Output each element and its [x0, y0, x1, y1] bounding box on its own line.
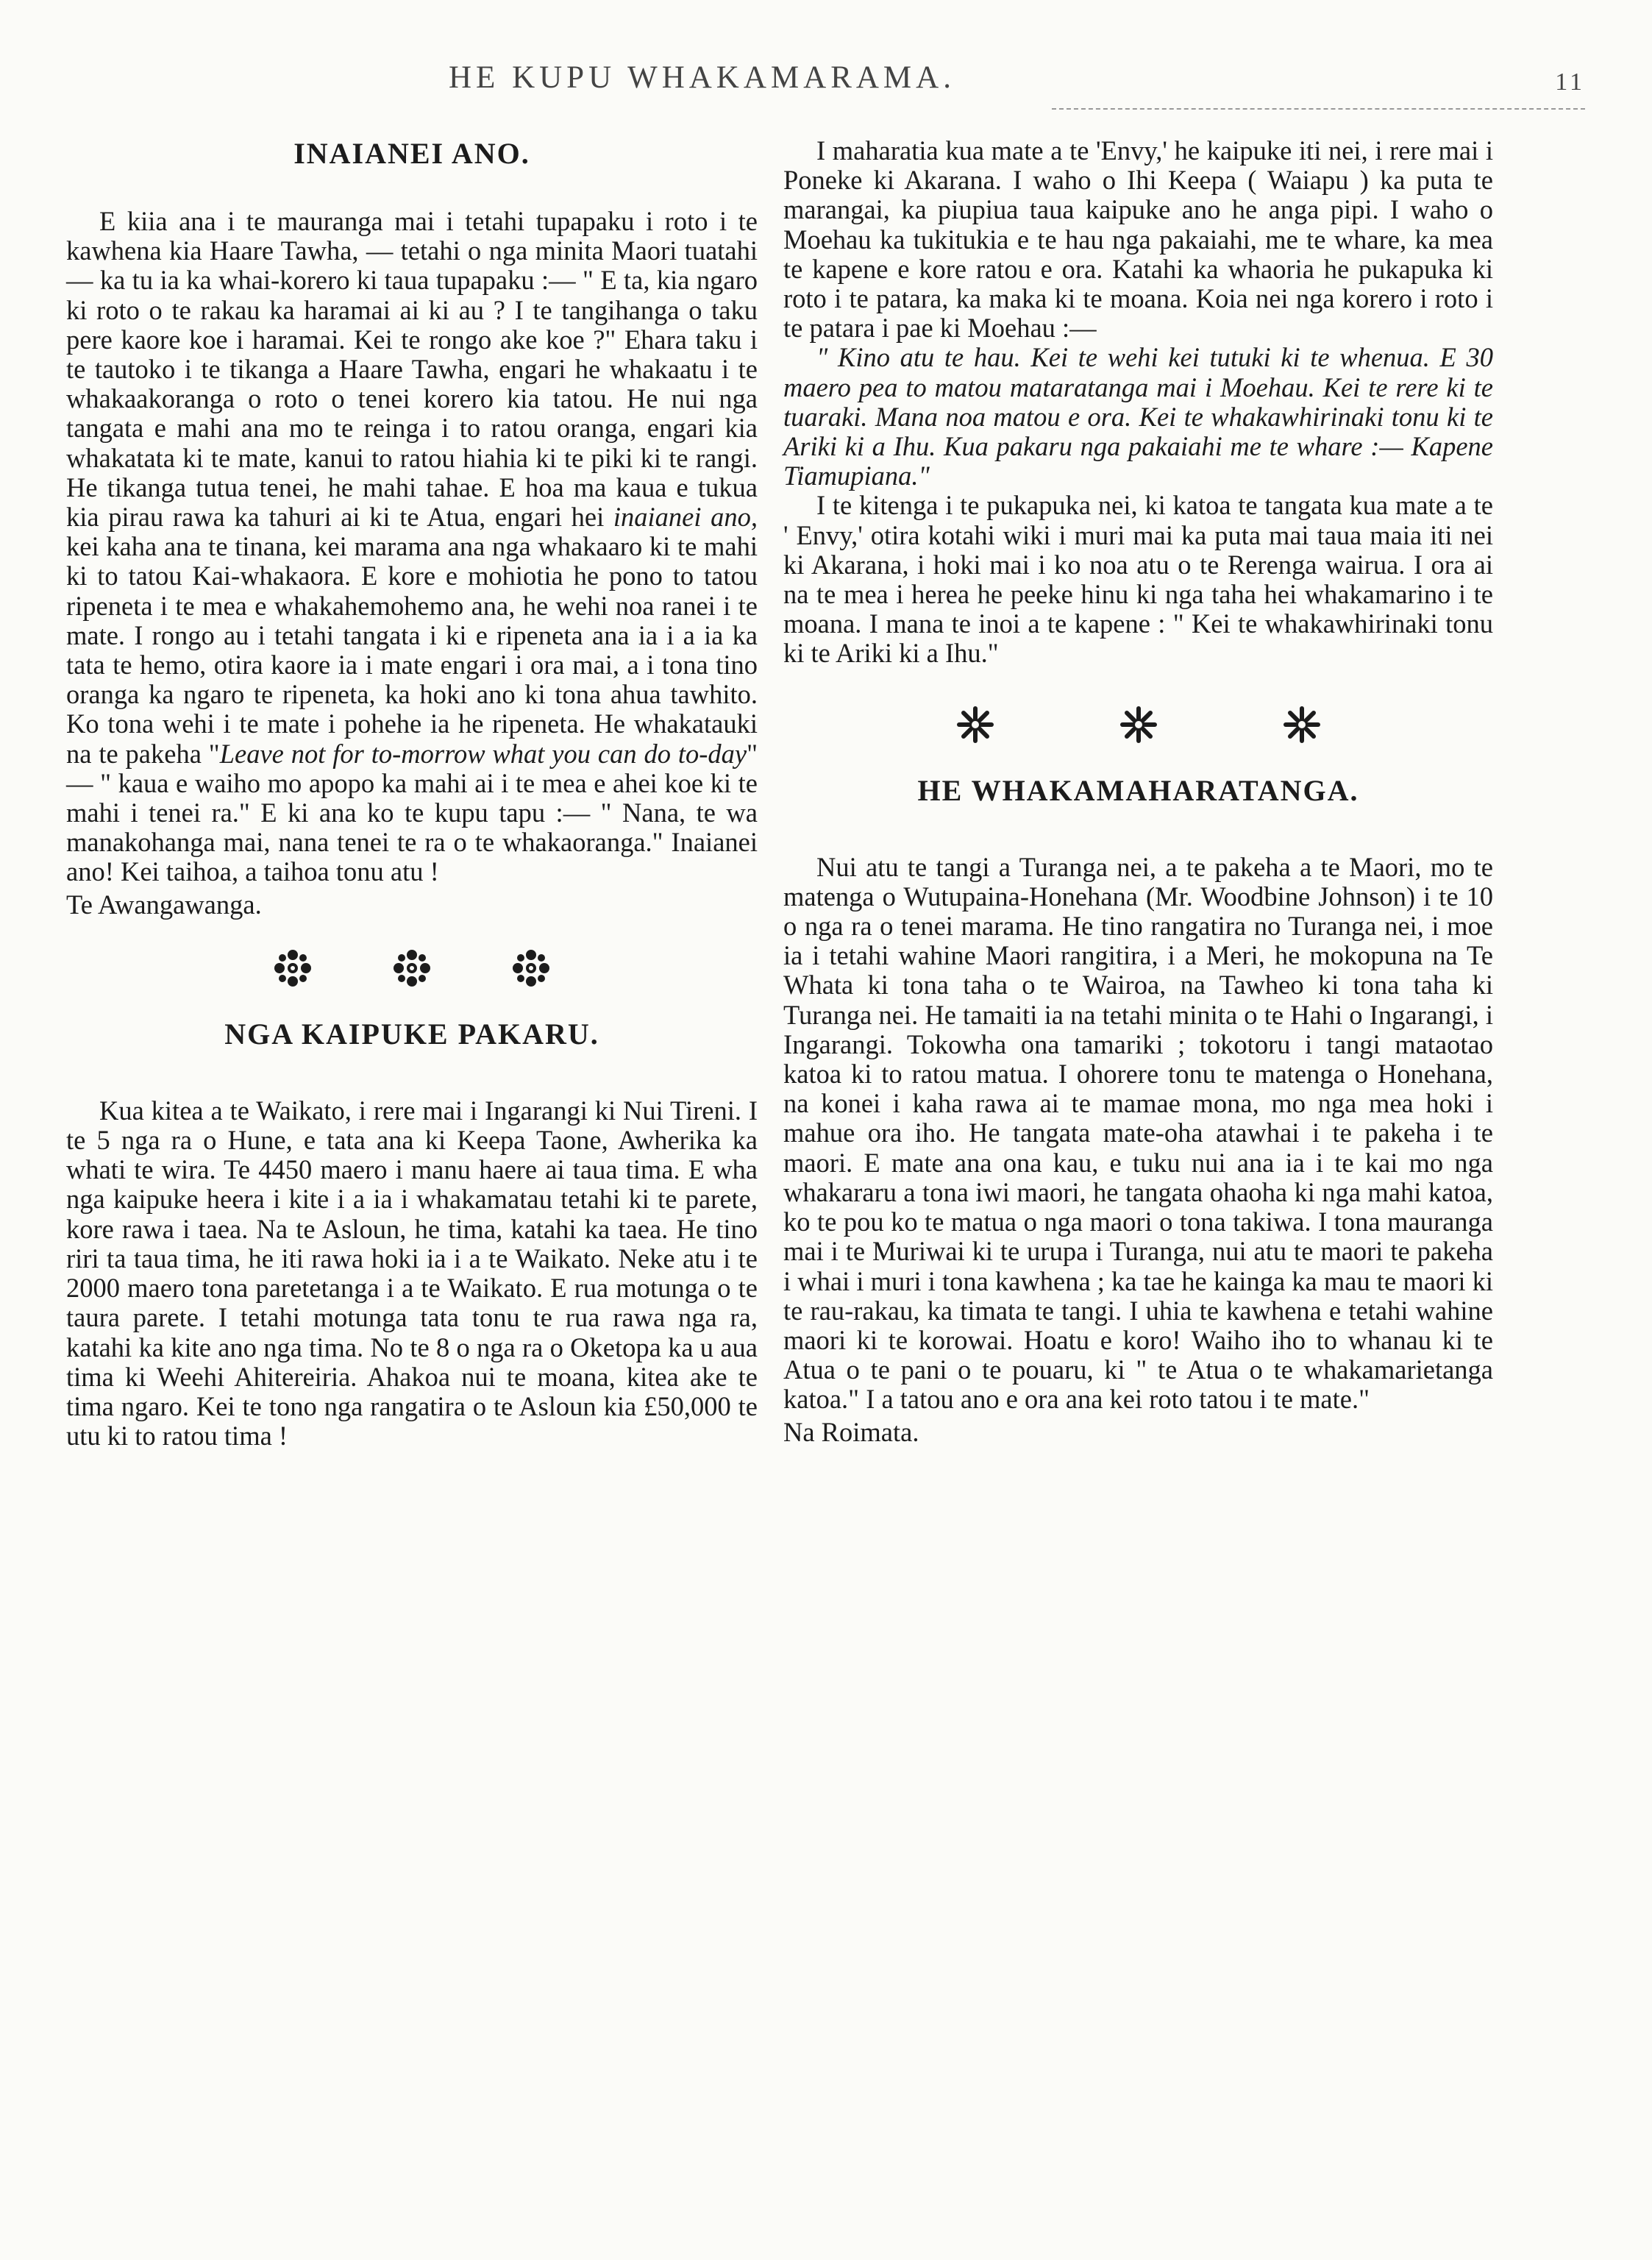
signature-awangawanga: Te Awangawanga. [66, 889, 262, 920]
ornament-row-right [783, 706, 1493, 744]
asterisk-ornament-icon [1119, 706, 1158, 744]
left-column [66, 136, 758, 1451]
quote-bottle-message: " Kino atu te hau. Kei te wehi kei tutuki ki te whenua. E 30 maero pea to matou mataratanga mai i Moehau. Kei te rere ki te tuaraki. Mana noa matou e ora. Kei te whakawhirinaki tonu ki te Ariki ki a Ihu. Kua pakaru nga pakaiahi me te whare :— Kapene Tiamupiana." [783, 342, 1493, 491]
section-title-kaipuke: NGA KAIPUKE PAKARU. [224, 1017, 599, 1051]
running-title: HE KUPU WHAKAMARAMA. [449, 60, 955, 95]
header-rule [1052, 108, 1585, 110]
asterisk-ornament-icon [1283, 706, 1321, 744]
paragraph-kaipuke: Kua kitea a te Waikato, i rere mai i Ingarangi ki Nui Tireni. I te 5 nga ra o Hune, e tata ana ki Keepa Taone, Awherika ka whati te wira. Te 4450 maero i manu haere ai taua tima. E wha nga kaipuke heera i kite i a ia i whakamatau tetahi ki te parete, kore rawa i taea. Na te Asloun, he tima, katahi ka taea. He tino riri ta taua tima, he iti rawa hoki ia i a te Waikato. Neke atu i te 2000 maero tona paretetanga i a te Waikato. E rua motunga o te taura parete. I tetahi motunga tata tonu te rua rawa nga ra, katahi ka kite ano nga tima. No te 8 o nga ra o Oketopa ka u aua tima ki Weehi Ahitereiria. Ahakoa nui te moana, kitea ake te tima ngaro. Kei te tono nga rangatira o te Asloun kia £50,000 te utu ki to ratou tima ! [66, 1095, 758, 1451]
page-header [66, 55, 1585, 114]
paragraph-envy-rescued: I te kitenga i te pukapuka nei, ki katoa te tangata kua mate a te ' Envy,' otira kotahi wiki i muri mai ka puta mai taua maia iti nei ki Akarana, i hoki mai i ko noa atu o te Rerenga wairua. I ora ai na te mea i herea he peeke hinu ki nga taha hei whakamarino i te moana. I mana te inoi a te kapene : " Kei te whakawhirinaki tonu ki te Ariki ki a Ihu." [783, 490, 1493, 669]
floral-ornament-icon [393, 949, 431, 987]
paragraph-whakamaharatanga: Nui atu te tangi a Turanga nei, a te pakeha a te Maori, mo te matenga o Wutupaina-Honehana (Mr. Woodbine Johnson) i te 10 o nga ra o tenei marama. He tino rangatira no Turanga nei, i moe ia i tetahi wahine Maori rangitira, i a Meri, he mokopuna na Te Whata ki tona taha o te Wairoa, na Tawheo ki tona taha ki Turanga nei. He tamaiti ia na tetahi minita o te Hahi o Ingarangi, i Ingarangi. Tokowha ona tamariki ; tokotoru i tangi mataotao katoa ki to ratou matua. I ohorere tonu te matenga o Honehana, na konei i kaha rawa ai te mamae mona, mo nga mea hoki i mahue ora iho. He tangata mate-oha atawhai i te pakeha i te maori. E mate ana ona kau, e tuku nui ana ia i te kai mo nga whakararu a tona iwi maori, he tangata ohaoha ki nga mahi katoa, ko te pou ko te matua o nga maori o tona takiwa. I tona mauranga mai i te Muriwai ki te urupa i Turanga, nui atu te maori te pakeha i whai i muri i tona kawhena ; ka tae he kainga ka mau te maori ki te rau-rakau, ka timata te tangi. I uhia te kawhena e tetahi wahine maori ki te korowai. Hoatu e koro! Waiho iho to whanau ki te Atua o te pani o te pouaru, ki " te Atua o te whakamarietanga katoa." I a tatou ano e ora ana kei roto tatou i te mate." [783, 851, 1493, 1415]
signature-roimata: Na Roimata. [783, 1416, 919, 1447]
section-title-inaianei: INAIANEI ANO. [293, 137, 530, 170]
paragraph-envy: I maharatia kua mate a te 'Envy,' he kaipuke iti nei, i rere mai i Poneke ki Akarana. I waho o Ihi Keepa ( Waiapu ) ka puta te marangai, ka piupiua taua kaipuke ano he anga pipi. I waho o Moehau ka tukitukia e te hau nga pakaiahi, me te whare, ka mea te kapene e kore ratou e ora. Katahi ka whaoria he pukapuka ki roto i te patara, ka maka ki te moana. Koia nei nga korero i roto i te patara i pae ki Moehau :— [783, 135, 1493, 344]
asterisk-ornament-icon [956, 706, 994, 744]
floral-ornament-icon [512, 949, 550, 987]
section-title-whakamaharatanga: HE WHAKAMAHARATANGA. [917, 773, 1359, 807]
right-column [783, 136, 1493, 1447]
paragraph-inaianei: E kiia ana i te mauranga mai i tetahi tupapaku i roto i te kawhena kia Haare Tawha, — tetahi o nga minita Maori tuatahi — ka tu ia ka whai-korero ki taua tupapaku :— " E ta, kia ngaro ki roto o te rakau ka haramai ai ki au ? I te tangihanga o taku pere kaore koe i haramai. Kei te rongo ake koe ?" Ehara taku i te tautoko i te tikanga a Haare Tawha, engari he whakaatu i te whakaakoranga o roto o tenei korero kia tatou. He nui nga tangata e mahi ana mo te reinga i to ratou oranga, engari kia whakatata ki te mate, kanui to ratou hiahia ki te piki ki te rangi. He tikanga tutua tenei, he mahi tahae. E hoa ma kaua e tukua kia pirau rawa ka tahuri ai ki te Atua, engari hei inaianei ano, kei kaha ana te tinana, kei marama ana nga whakaaro ki te mahi ki to tatou Kai-whakaora. E kore e mohiotia he pono to tatou ripeneta i te mea e whakahemohemo ana, he wehi noa ranei i te mate. I rongo au i tetahi tangata i ki e ripeneta ana ia i a ia ka tata te hemo, otira kaore ia i mate engari i ora mai, a i tona tino oranga ka ngaro te ripeneta, ka hoki ano ki tona ahua tawhito. Ko tona wehi i te mate i pohehe ia he ripeneta. He whakatauki na te pakeha "Leave not for to-morrow what you can do to-day" — " kaua e waiho mo apopo ka mahi ai i te mea e ahei koe ki te mahi i tenei ra." E ki ana ko te kupu tapu :— " Nana, te wa manakohanga mai, nana tenei te ra o te whakaoranga." Inaianei ano! Kei taihoa, a taihoa tonu atu ! [66, 206, 758, 887]
floral-ornament-icon [274, 949, 312, 987]
ornament-row-left [66, 949, 758, 987]
page-number: 11 [1555, 68, 1585, 96]
